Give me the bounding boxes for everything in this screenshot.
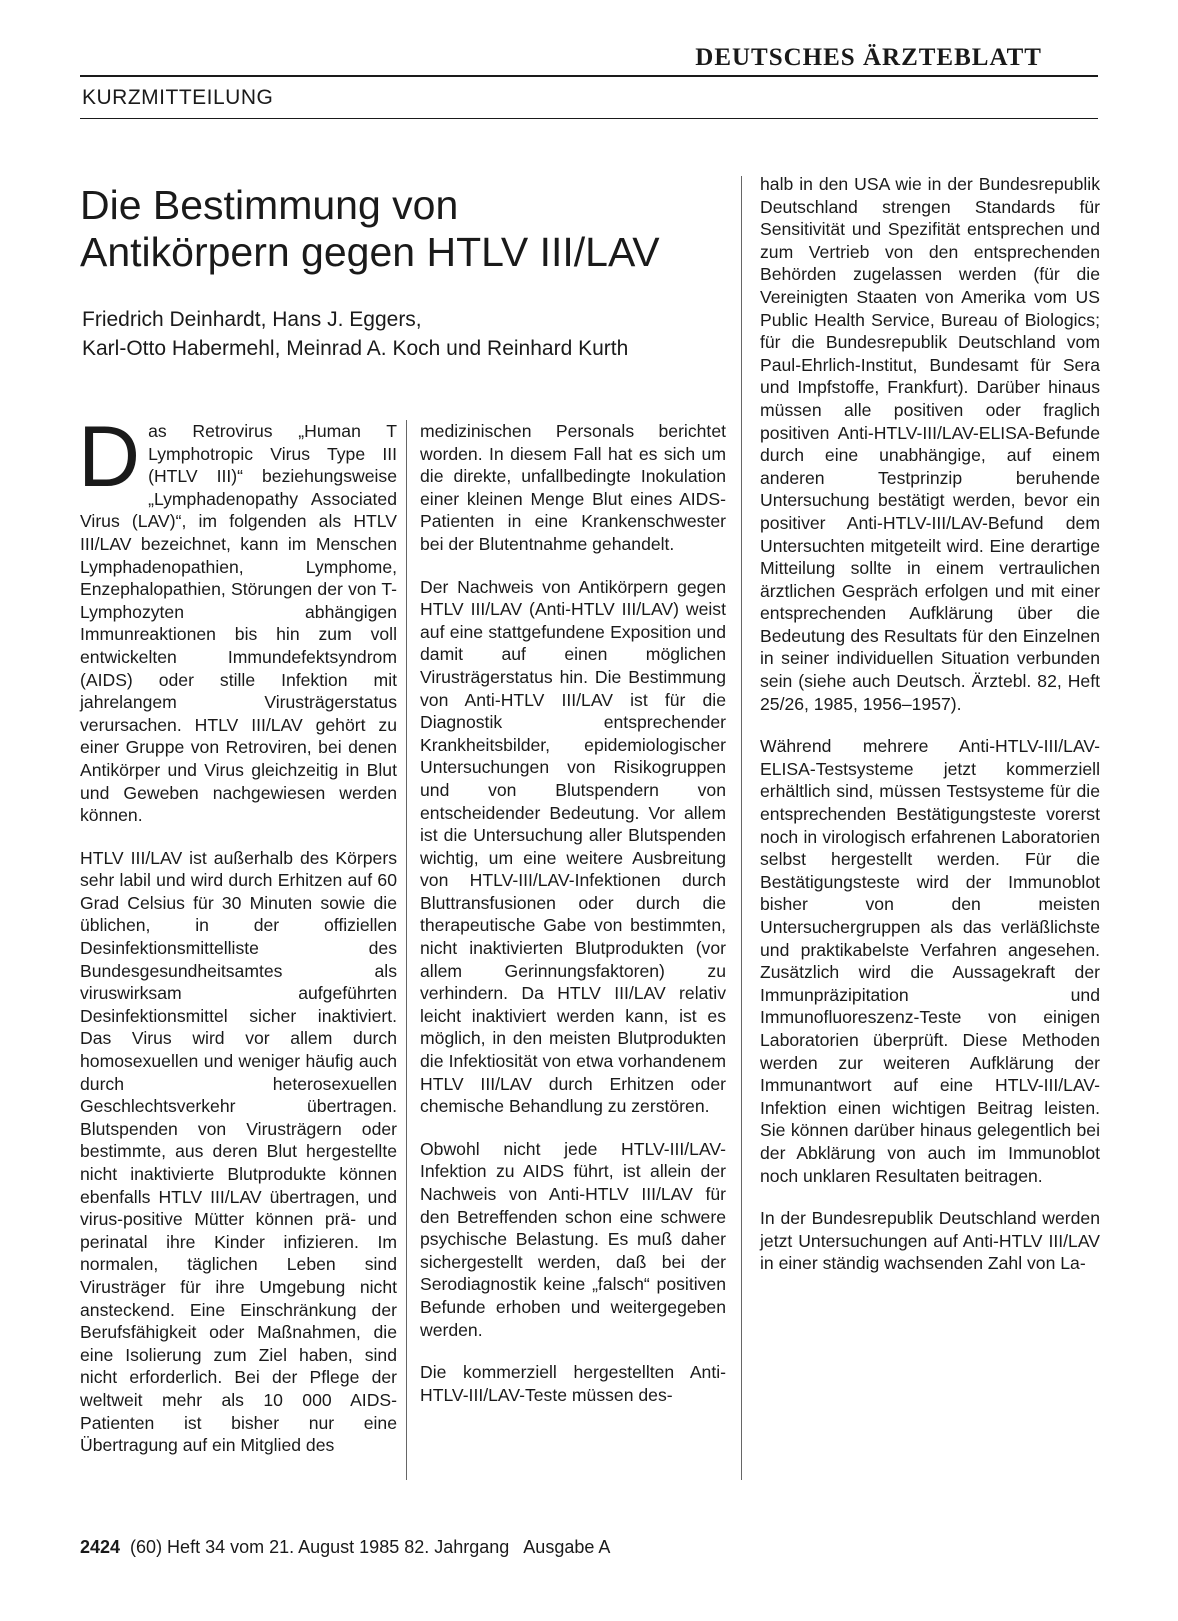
paragraph bbox=[78, 409, 397, 827]
title-line-2: Antikörpern gegen HTLV III/LAV bbox=[80, 229, 660, 275]
paragraph: Die kommerziell hergestellten Anti-HTLV-III/LAV-Teste müssen des- bbox=[420, 1362, 726, 1405]
paragraph: Der Nachweis von Antikörpern gegen HTLV III/LAV (Anti-HTLV III/LAV) weist auf eine stattgefundene Exposition und damit auf einen möglichen Virusträgerstatus hin. Die Bestimmung von Anti-HTLV III/LAV ist für die Diagnostik entsprechender Krankheitsbilder, epidemiologischer Untersuchungen von Risikogruppen und von Blutspendern von entscheidender Bedeutung. Vor allem ist die Untersuchung aller Blutspenden wichtig, um eine weitere Ausbreitung von HTLV-III/LAV-Infektionen durch Bluttransfusionen oder durch die therapeutische Gabe von bestimmten, nicht inaktivierten Blutprodukten (vor allem Gerinnungsfaktoren) zu verhindern. Da HTLV III/LAV relativ leicht inaktiviert werden kann, ist es möglich, in den meisten Blutprodukten die Infektiosität von etwa vorhandenem HTLV III/LAV durch Erhitzen oder chemische Behandlung zu zerstören. bbox=[420, 576, 726, 1117]
column-divider bbox=[741, 176, 742, 1480]
page-number: 2424 bbox=[80, 1537, 121, 1557]
authors-line-1: Friedrich Deinhardt, Hans J. Eggers, bbox=[82, 308, 422, 331]
paragraph: halb in den USA wie in der Bundesrepublik Deutschland strengen Standards für Sensitivität und Spezifität entsprechen und zum Vertrieb von den entsprechenden Behörden zugelassen werden (für die Vereinigten Staaten von Amerika vom US Public Health Service, Bureau of Biologics; für die Bundesrepublik Deutschland vom Paul-Ehrlich-Institut, Bundesamt für Sera und Impfstoffe, Frankfurt). Darüber hinaus müssen alle positiven oder fraglich positiven Anti-HTLV-III/LAV-ELISA-Befunde durch eine unabhängige, auf einem anderen Testprinzip beruhende Untersuchung bestätigt werden, bevor ein positiver Anti-HTLV-III/LAV-Befund dem Untersuchten mitgeteilt wird. Eine derartige Mitteilung sollte in einem vertraulichen ärztlichen Gespräch erfolgen und mit einer entsprechenden Aufklärung über die Bedeutung des Resultats für den Einzelnen in seiner individuellen Situation verbunden sein (siehe auch Deutsch. Ärztebl. 82, Heft 25/26, 1985, 1956–1957). bbox=[760, 174, 1100, 714]
journal-masthead: DEUTSCHES ÄRZTEBLATT bbox=[695, 44, 1042, 71]
section-rule bbox=[80, 118, 1098, 119]
issue-info: (60) Heft 34 vom 21. August 1985 82. Jahrgang Ausgabe A bbox=[130, 1537, 611, 1557]
paragraph: Während mehrere Anti-HTLV-III/LAV-ELISA-Testsysteme jetzt kommerziell erhältlich sind, müssen Testsysteme für die entsprechenden Bestätigungsteste vorerst noch in virologisch erfahrenen Laboratorien selbst hergestellt werden. Für die Bestätigungsteste wird der Immunoblot bisher von den meisten Untersuchergruppen als das verläßlichste und praktikabelste Verfahren angesehen. Zusätzlich wird die Aussagekraft der Immunpräzipitation und Immunofluoreszenz-Teste von einigen Laboratorien überprüft. Diese Methoden werden zur weiteren Aufklärung der Immunantwort auf eine HTLV-III/LAV-Infektion einen wichtigen Beitrag leisten. Sie können darüber hinaus gelegentlich bei der Abklärung von auch im Immunoblot noch unklaren Resultaten beitragen. bbox=[760, 736, 1100, 1186]
paragraph: Obwohl nicht jede HTLV-III/LAV-Infektion zu AIDS führt, ist allein der Nachweis von Anti-HTLV III/LAV für den Betreffenden schon eine schwere psychische Belastung. Es muß daher sichergestellt werden, daß bei der Serodiagnostik keine „falsch“ positiven Befunde erhoben und weitergegeben werden. bbox=[420, 1138, 726, 1340]
authors-line-2: Karl-Otto Habermehl, Meinrad A. Koch und Reinhard Kurth bbox=[82, 337, 629, 360]
header-rule bbox=[80, 75, 1098, 77]
drop-cap: D bbox=[78, 409, 141, 505]
article-authors bbox=[82, 305, 732, 363]
text-column-3 bbox=[760, 173, 1100, 1295]
paragraph: HTLV III/LAV ist außerhalb des Körpers sehr labil und wird durch Erhitzen auf 60 Grad Celsius für 30 Minuten sowie die üblichen, in der offiziellen Desinfektionsmittelliste des Bundesgesundheitsamtes als viruswirksam aufgeführten Desinfektionsmittel sicher inaktiviert. Das Virus wird vor allem durch homosexuellen und weniger häufig auch durch heterosexuellen Geschlechtsverkehr übertragen. Blutspenden von Virusträgern oder bestimmte, aus deren Blut hergestellte nicht inaktivierte Blutprodukte können ebenfalls HTLV III/LAV übertragen, und virus-positive Mütter können prä- und perinatal ihre Kinder infizieren. Im normalen, täglichen Leben sind Virusträger für ihre Umgebung nicht ansteckend. Eine Einschränkung der Berufsfähigkeit oder Maßnahmen, die eine Isolierung zum Ziel haben, sind nicht erforderlich. Bei der Pflege der weltweit mehr als 10 000 AIDS-Patienten ist bisher nur eine Übertragung auf ein Mitglied des bbox=[80, 847, 397, 1456]
paragraph: medizinischen Personals berichtet worden. In diesem Fall hat es sich um die direkte, unfallbedingte Inokulation einer kleinen Menge Blut eines AIDS-Patienten in eine Krankenschwester bei der Blutentnahme gehandelt. bbox=[420, 421, 726, 554]
text-column-2 bbox=[420, 420, 726, 1426]
page-footer bbox=[80, 1537, 610, 1558]
title-line-1: Die Bestimmung von bbox=[80, 182, 459, 228]
paragraph: In der Bundesrepublik Deutschland werden jetzt Untersuchungen auf Anti-HTLV III/LAV in einer ständig wachsenden Zahl von La- bbox=[760, 1208, 1100, 1274]
text-column-1 bbox=[78, 409, 397, 1477]
section-label: KURZMITTEILUNG bbox=[82, 86, 274, 109]
article-title bbox=[80, 182, 730, 276]
paragraph-text: as Retrovirus „Human T Lymphotropic Virus Type III (HTLV III)“ beziehungsweise „Lymphadenopathy Associated Virus (LAV)“, im folgenden als HTLV III/LAV bezeichnet, kann im Menschen Lymphadenopathien, Lymphome, Enzephalopathien, Störungen der von T-Lymphozyten abhängigen Immunreaktionen bis hin zum voll entwickelten Immundefektsyndrom (AIDS) oder stille Infektion mit jahrelangem Virusträgerstatus verursachen. HTLV III/LAV gehört zu einer Gruppe von Retroviren, bei denen Antikörper und Virus gleichzeitig in Blut und Geweben nachgewiesen werden können. bbox=[80, 421, 397, 826]
column-divider bbox=[406, 420, 407, 1480]
